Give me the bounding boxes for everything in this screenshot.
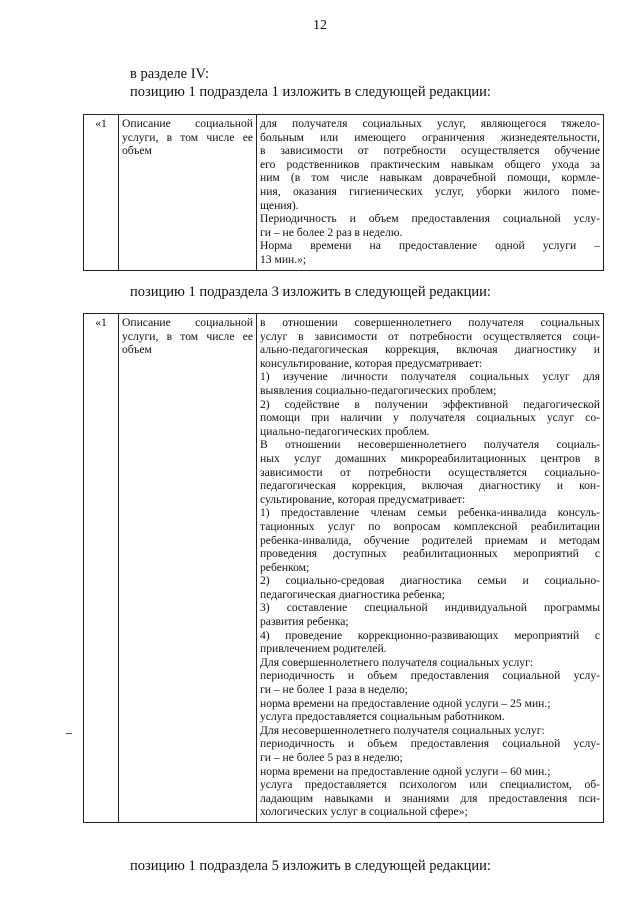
description-line: ребенка-инвалида, обучение родителей приемам и методам [260,533,600,547]
description-line: норма времени на предоставление одной услуги – 60 мин.; [260,764,551,778]
description-line: периодичность и объем предоставления социальной услу- [260,669,600,683]
name-line: услуги, в том числе ее [122,130,253,144]
position-description-cell [257,314,604,823]
description-line: щения). [260,198,299,212]
section-heading-subsection-3: позицию 1 подраздела 3 изложить в следующей редакции: [130,284,491,300]
description-line: развития ребенка; [260,615,349,629]
margin-mark [66,733,72,734]
description-line: ги – не более 2 раз в неделю. [260,225,403,239]
description-line: циально-педагогических проблем. [260,424,430,438]
name-line: объем [122,144,152,158]
description-line: ребенком; [260,560,310,574]
description-line: 1) изучение личности получателя социальных услуг для [260,370,600,384]
description-line: привлечением родителей. [260,642,387,656]
position-number: «1 [84,314,119,823]
description-line: сультирование, которая предусматривает: [260,492,466,506]
description-line: в отношении совершеннолетнего получателя социальных [260,316,600,329]
position-table-1 [83,114,604,271]
position-description-cell [257,115,604,271]
description-line: ных услуг домашних микрореабилитационных центров в [260,451,600,465]
description-line: ально-педагогическая коррекция, включая диагностику и [260,343,600,357]
description-line: помощи при наличии у получателя социальных услуг со- [260,411,600,425]
description-line: тационных услуг по вопросам комплексной реабилитации [260,519,600,533]
position-name-cell [119,115,257,271]
description-line: педагогическая коррекция, включая диагностику и кон- [260,479,600,493]
section-heading-subsection-5: позицию 1 подраздела 5 изложить в следующей редакции: [130,858,491,874]
name-line: услуги, в том числе ее [122,329,253,343]
description-line: ладающим навыками и знаниями для предоставления пси- [260,791,600,805]
description-line: педагогическая диагностика ребенка; [260,587,445,601]
description-line: 1) предоставление членам семьи ребенка-инвалида консуль- [260,506,600,520]
intro-line-2: позицию 1 подраздела 1 изложить в следующей редакции: [130,84,491,100]
description-line: хологических услуг в социальной сфере»; [260,805,468,819]
description-line: В отношении несовершеннолетнего получателя социаль- [260,438,600,452]
description-line: 2) социально-средовая диагностика семьи и социально- [260,574,600,588]
description-line: ги – не более 5 раз в неделю; [260,751,403,764]
description-line: Для совершеннолетнего получателя социальных услуг: [260,655,534,669]
position-name-cell [119,314,257,823]
description-line: периодичность и объем предоставления социальной услу- [260,737,600,751]
description-line: норма времени на предоставление одной услуги – 25 мин.; [260,696,551,710]
description-line: 3) составление специальной индивидуальной программы [260,601,600,615]
description-line: Норма времени на предоставление одной услуги – [260,239,600,253]
description-line: 4) проведение коррекционно-развивающих мероприятий с [260,628,600,642]
name-line: объем [122,343,152,357]
description-line: услуга предоставляется социальным работником. [260,710,505,724]
description-line: его родственников практическим навыкам общего ухода за [260,157,600,171]
position-table-2 [83,313,604,823]
position-number: «1 [84,115,119,271]
description-line: зависимости от потребности осуществляется социально- [260,465,600,479]
description-line: в зависимости от потребности осуществляется обучение [260,144,600,158]
description-line: 2) содействие в получении эффективной педагогической [260,397,600,411]
description-line: ним (в том числе навыкам доврачебной помощи, кормле- [260,171,600,185]
description-line: консультирование, которая предусматривает: [260,356,483,370]
description-line: для получателя социальных услуг, являющегося тяжело- [260,117,600,130]
page-number: 12 [313,18,327,33]
description-line: услуга предоставляется психологом или специалистом, об- [260,778,600,792]
description-line: 13 мин.»; [260,252,307,266]
name-line: Описание социальной [122,117,253,130]
description-line: Для несовершеннолетнего получателя социальных услуг: [260,723,545,737]
intro-line-1: в разделе IV: [130,66,209,82]
table-row [84,314,604,823]
description-line: выявления социально-педагогических проблем; [260,383,497,397]
table-row [84,115,604,271]
name-line: Описание социальной [122,316,253,329]
description-line: проведения доступных реабилитационных мероприятий с [260,547,600,561]
description-line: Периодичность и объем предоставления социальной услу- [260,212,600,226]
description-line: ги – не более 1 раза в неделю; [260,683,408,697]
description-line: больным или имеющего ограничения жизнедеятельности, [260,130,600,144]
description-line: ния, оказания гигиенических услуг, уборки жилого поме- [260,184,600,198]
description-line: услуг в зависимости от потребности осуществляется соци- [260,329,600,343]
